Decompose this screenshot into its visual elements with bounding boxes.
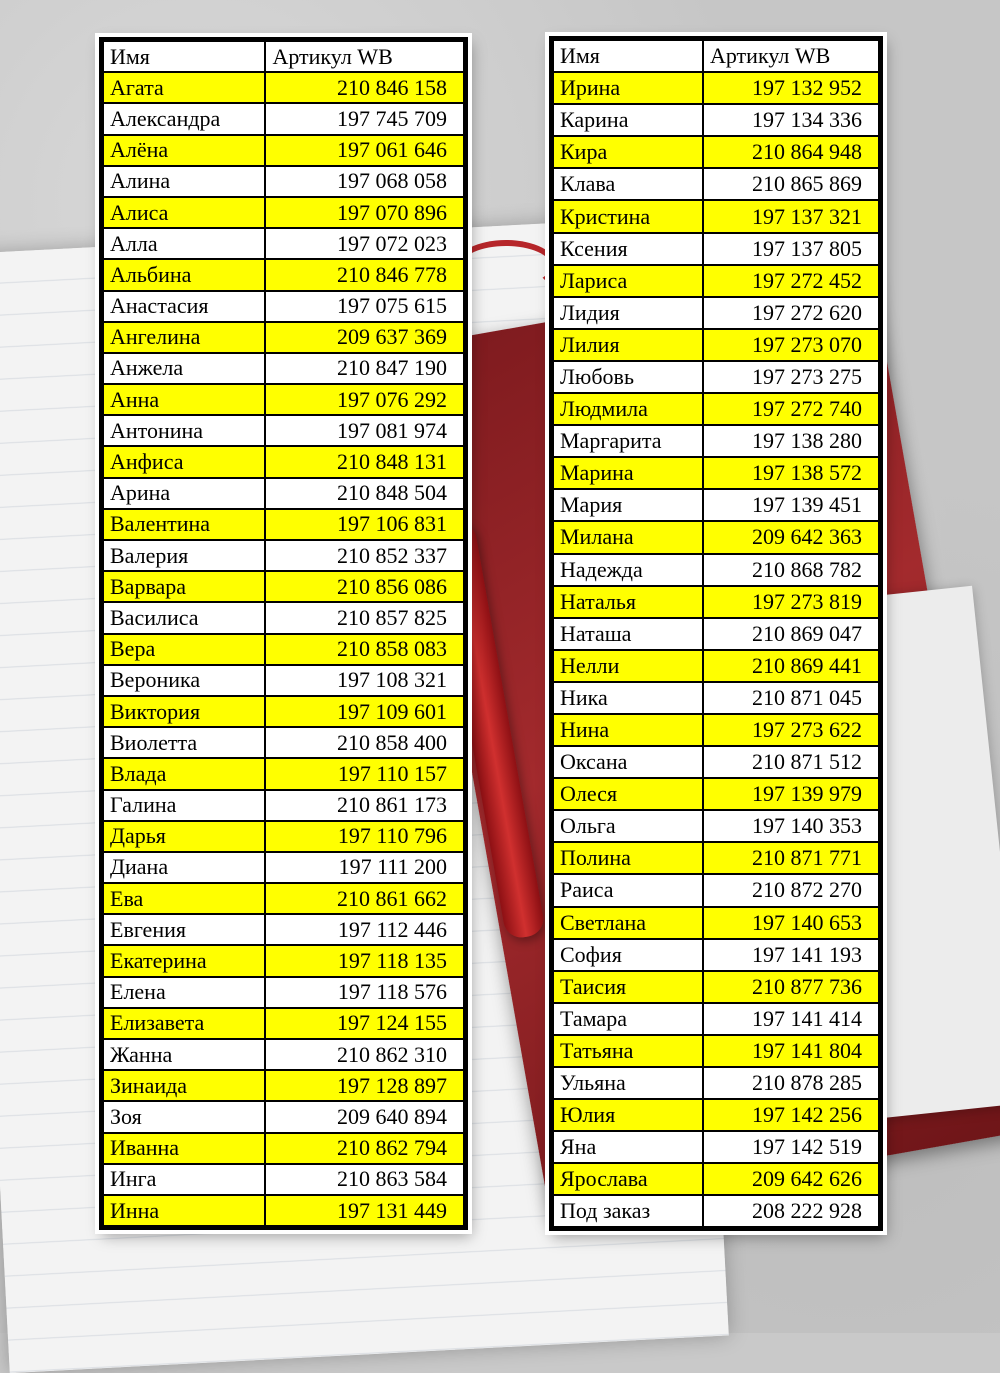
article-cell: 209 642 363 [703, 521, 879, 553]
table-row [553, 1195, 879, 1227]
article-cell: 197 141 804 [703, 1035, 879, 1067]
name-cell: Алина [103, 166, 265, 197]
header-name: Имя [103, 41, 265, 72]
name-cell: Надежда [553, 554, 703, 586]
name-cell: Агата [103, 72, 265, 103]
table-row [103, 72, 464, 103]
name-cell: Галина [103, 790, 265, 821]
name-cell: Зоя [103, 1101, 265, 1132]
article-cell: 197 745 709 [265, 103, 464, 134]
table-row [103, 914, 464, 945]
table-row [553, 714, 879, 746]
article-cell: 210 863 584 [265, 1164, 464, 1195]
name-cell: Виктория [103, 696, 265, 727]
table-row [553, 200, 879, 232]
name-cell: Марина [553, 457, 703, 489]
name-cell: Людмила [553, 393, 703, 425]
article-cell: 210 878 285 [703, 1067, 879, 1099]
article-cell: 197 072 023 [265, 228, 464, 259]
article-cell: 197 131 449 [265, 1195, 464, 1226]
name-cell: Кира [553, 136, 703, 168]
table-row [553, 265, 879, 297]
name-cell: Виолетта [103, 727, 265, 758]
name-cell: Анна [103, 384, 265, 415]
header-name: Имя [553, 40, 703, 72]
name-cell: Кристина [553, 200, 703, 232]
article-cell: 197 118 576 [265, 977, 464, 1008]
name-table-right [549, 36, 883, 1231]
table-row [103, 696, 464, 727]
name-cell: Яна [553, 1131, 703, 1163]
article-cell: 210 872 270 [703, 874, 879, 906]
name-cell: Варвара [103, 571, 265, 602]
article-cell: 210 877 736 [703, 971, 879, 1003]
table-row [553, 618, 879, 650]
table-row [103, 228, 464, 259]
table-row [553, 874, 879, 906]
table-row [553, 746, 879, 778]
article-cell: 210 846 778 [265, 259, 464, 290]
article-cell: 210 864 948 [703, 136, 879, 168]
article-cell: 197 137 321 [703, 200, 879, 232]
table-left [102, 40, 465, 1227]
article-cell: 210 852 337 [265, 540, 464, 571]
article-cell: 210 865 869 [703, 168, 879, 200]
article-cell: 210 857 825 [265, 602, 464, 633]
name-cell: Оксана [553, 746, 703, 778]
table-row [553, 810, 879, 842]
article-cell: 197 132 952 [703, 72, 879, 104]
name-cell: Антонина [103, 415, 265, 446]
header-article: Артикул WB [703, 40, 879, 72]
article-cell: 210 868 782 [703, 554, 879, 586]
article-cell: 197 081 974 [265, 415, 464, 446]
table-right-body [553, 40, 879, 1227]
article-cell: 197 068 058 [265, 166, 464, 197]
table-row [553, 586, 879, 618]
table-row [103, 478, 464, 509]
name-cell: Юлия [553, 1099, 703, 1131]
table-row [553, 104, 879, 136]
article-cell: 197 272 620 [703, 297, 879, 329]
article-cell: 197 112 446 [265, 914, 464, 945]
article-cell: 209 640 894 [265, 1101, 464, 1132]
article-cell: 210 856 086 [265, 571, 464, 602]
table-row [103, 1070, 464, 1101]
table-row [103, 665, 464, 696]
table-row [553, 457, 879, 489]
table-row [103, 291, 464, 322]
name-cell: Тамара [553, 1003, 703, 1035]
article-cell: 197 118 135 [265, 945, 464, 976]
article-cell: 197 142 519 [703, 1131, 879, 1163]
name-cell: Алла [103, 228, 265, 259]
table-row [103, 1164, 464, 1195]
article-cell: 210 871 045 [703, 682, 879, 714]
article-cell: 197 109 601 [265, 696, 464, 727]
name-cell: Екатерина [103, 945, 265, 976]
name-cell: Ульяна [553, 1067, 703, 1099]
article-cell: 210 862 794 [265, 1133, 464, 1164]
name-cell: Инна [103, 1195, 265, 1226]
name-cell: Таисия [553, 971, 703, 1003]
table-row [553, 939, 879, 971]
name-cell: Нелли [553, 650, 703, 682]
table-row [553, 842, 879, 874]
name-cell: Татьяна [553, 1035, 703, 1067]
name-cell: Дарья [103, 821, 265, 852]
article-cell: 197 141 414 [703, 1003, 879, 1035]
name-cell: Полина [553, 842, 703, 874]
article-cell: 197 273 275 [703, 361, 879, 393]
name-cell: Александра [103, 103, 265, 134]
name-cell: Инга [103, 1164, 265, 1195]
article-cell: 197 076 292 [265, 384, 464, 415]
article-cell: 210 858 400 [265, 727, 464, 758]
article-cell: 210 869 047 [703, 618, 879, 650]
article-cell: 197 273 622 [703, 714, 879, 746]
name-cell: Иванна [103, 1133, 265, 1164]
table-row [553, 1067, 879, 1099]
table-left-body [103, 41, 464, 1226]
table-row [553, 393, 879, 425]
table-row [103, 259, 464, 290]
name-cell: Наталья [553, 586, 703, 618]
name-cell: Олеся [553, 778, 703, 810]
table-row [553, 1163, 879, 1195]
article-cell: 197 273 819 [703, 586, 879, 618]
table-row [553, 489, 879, 521]
background-cord [455, 240, 557, 292]
name-cell: Влада [103, 758, 265, 789]
article-cell: 197 111 200 [265, 852, 464, 883]
name-cell: Анфиса [103, 446, 265, 477]
table-row [103, 883, 464, 914]
name-cell: Ангелина [103, 322, 265, 353]
table-row [103, 415, 464, 446]
table-row [103, 852, 464, 883]
table-row [103, 540, 464, 571]
name-cell: Вероника [103, 665, 265, 696]
table-row [103, 166, 464, 197]
table-row [103, 727, 464, 758]
name-cell: Ника [553, 682, 703, 714]
table-row [103, 353, 464, 384]
name-cell: Ярослава [553, 1163, 703, 1195]
name-cell: Ксения [553, 233, 703, 265]
article-cell: 197 140 353 [703, 810, 879, 842]
article-cell: 210 848 131 [265, 446, 464, 477]
table-row [553, 1131, 879, 1163]
article-cell: 210 848 504 [265, 478, 464, 509]
article-cell: 197 273 070 [703, 329, 879, 361]
article-cell: 197 061 646 [265, 135, 464, 166]
name-cell: Маргарита [553, 425, 703, 457]
article-cell: 210 871 512 [703, 746, 879, 778]
table-row [103, 103, 464, 134]
article-cell: 197 108 321 [265, 665, 464, 696]
article-cell: 208 222 928 [703, 1195, 879, 1227]
name-cell: Зинаида [103, 1070, 265, 1101]
table-row [103, 135, 464, 166]
table-row [553, 425, 879, 457]
table-right [552, 39, 880, 1228]
article-cell: 210 861 173 [265, 790, 464, 821]
table-row [103, 571, 464, 602]
table-row [553, 778, 879, 810]
name-cell: Лариса [553, 265, 703, 297]
article-cell: 210 858 083 [265, 634, 464, 665]
name-cell: Ева [103, 883, 265, 914]
article-cell: 197 137 805 [703, 233, 879, 265]
article-cell: 209 642 626 [703, 1163, 879, 1195]
table-row [553, 168, 879, 200]
article-cell: 197 106 831 [265, 509, 464, 540]
table-row [103, 945, 464, 976]
name-cell: Евгения [103, 914, 265, 945]
name-cell: Жанна [103, 1039, 265, 1070]
article-cell: 197 124 155 [265, 1008, 464, 1039]
table-row [553, 136, 879, 168]
table-row [103, 1195, 464, 1226]
table-row [553, 971, 879, 1003]
name-cell: Алёна [103, 135, 265, 166]
table-row [103, 1101, 464, 1132]
name-cell: София [553, 939, 703, 971]
table-header-row [553, 40, 879, 72]
name-cell: Любовь [553, 361, 703, 393]
table-row [103, 509, 464, 540]
article-cell: 197 134 336 [703, 104, 879, 136]
table-row [553, 682, 879, 714]
table-row [553, 329, 879, 361]
article-cell: 197 075 615 [265, 291, 464, 322]
name-cell: Ольга [553, 810, 703, 842]
article-cell: 210 846 158 [265, 72, 464, 103]
name-cell: Ирина [553, 72, 703, 104]
header-article: Артикул WB [265, 41, 464, 72]
name-cell: Анастасия [103, 291, 265, 322]
article-cell: 197 070 896 [265, 197, 464, 228]
name-cell: Нина [553, 714, 703, 746]
name-cell: Раиса [553, 874, 703, 906]
name-cell: Светлана [553, 907, 703, 939]
name-cell: Елена [103, 977, 265, 1008]
table-row [553, 72, 879, 104]
name-cell: Наташа [553, 618, 703, 650]
article-cell: 210 847 190 [265, 353, 464, 384]
article-cell: 197 142 256 [703, 1099, 879, 1131]
article-cell: 210 861 662 [265, 883, 464, 914]
table-row [103, 322, 464, 353]
article-cell: 210 862 310 [265, 1039, 464, 1070]
table-row [103, 1008, 464, 1039]
article-cell: 210 869 441 [703, 650, 879, 682]
article-cell: 197 110 796 [265, 821, 464, 852]
name-cell: Под заказ [553, 1195, 703, 1227]
name-cell: Арина [103, 478, 265, 509]
article-cell: 197 141 193 [703, 939, 879, 971]
table-row [553, 554, 879, 586]
table-row [553, 1035, 879, 1067]
name-cell: Валентина [103, 509, 265, 540]
table-row [553, 233, 879, 265]
table-row [103, 446, 464, 477]
name-cell: Мария [553, 489, 703, 521]
table-row [103, 1039, 464, 1070]
name-cell: Алиса [103, 197, 265, 228]
article-cell: 197 110 157 [265, 758, 464, 789]
article-cell: 197 139 979 [703, 778, 879, 810]
name-cell: Альбина [103, 259, 265, 290]
article-cell: 197 140 653 [703, 907, 879, 939]
table-row [553, 521, 879, 553]
table-header-row [103, 41, 464, 72]
table-row [553, 1099, 879, 1131]
table-row [553, 297, 879, 329]
name-cell: Милана [553, 521, 703, 553]
name-cell: Лилия [553, 329, 703, 361]
article-cell: 197 272 452 [703, 265, 879, 297]
name-cell: Анжела [103, 353, 265, 384]
table-row [553, 1003, 879, 1035]
article-cell: 197 138 572 [703, 457, 879, 489]
name-cell: Валерия [103, 540, 265, 571]
table-row [103, 821, 464, 852]
article-cell: 197 138 280 [703, 425, 879, 457]
article-cell: 210 871 771 [703, 842, 879, 874]
name-cell: Лидия [553, 297, 703, 329]
article-cell: 209 637 369 [265, 322, 464, 353]
table-row [103, 1133, 464, 1164]
name-cell: Елизавета [103, 1008, 265, 1039]
table-row [553, 650, 879, 682]
name-cell: Вера [103, 634, 265, 665]
name-cell: Клава [553, 168, 703, 200]
table-row [103, 602, 464, 633]
name-table-left [99, 37, 468, 1230]
article-cell: 197 128 897 [265, 1070, 464, 1101]
name-cell: Василиса [103, 602, 265, 633]
table-row [553, 907, 879, 939]
table-row [103, 790, 464, 821]
article-cell: 197 139 451 [703, 489, 879, 521]
article-cell: 197 272 740 [703, 393, 879, 425]
table-row [553, 361, 879, 393]
table-row [103, 634, 464, 665]
table-row [103, 197, 464, 228]
table-row [103, 977, 464, 1008]
name-cell: Диана [103, 852, 265, 883]
name-cell: Карина [553, 104, 703, 136]
table-row [103, 758, 464, 789]
table-row [103, 384, 464, 415]
